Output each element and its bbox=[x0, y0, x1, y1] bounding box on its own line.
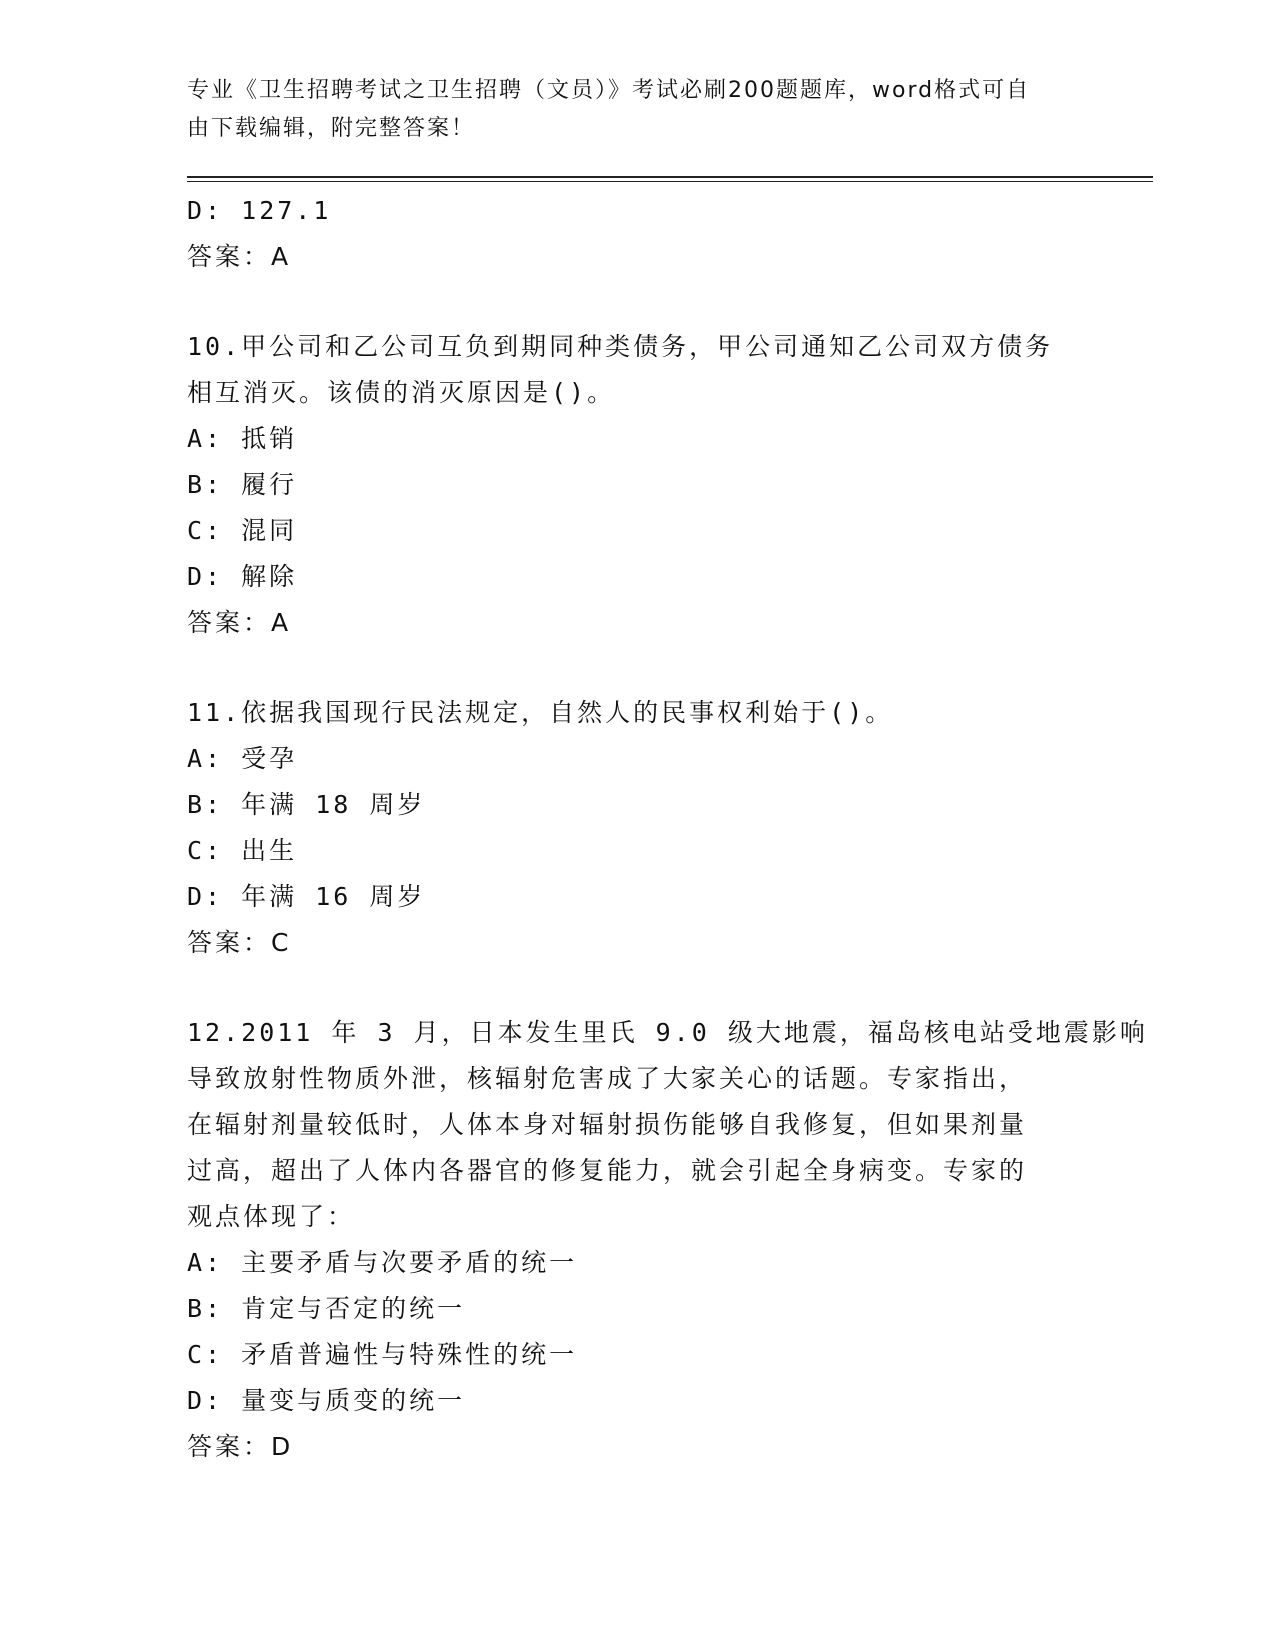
question-content bbox=[187, 188, 1148, 1470]
spacer bbox=[187, 966, 1087, 1010]
question-11 bbox=[187, 690, 1087, 966]
option-c: C: 出生 bbox=[187, 836, 298, 865]
header-divider-thick bbox=[187, 176, 1153, 178]
document-header bbox=[187, 72, 1067, 148]
option-b: B: 肯定与否定的统一 bbox=[187, 1294, 466, 1323]
answer-line: 答案：A bbox=[187, 242, 292, 271]
option-d: D: 年满 16 周岁 bbox=[187, 882, 426, 911]
spacer bbox=[187, 280, 1087, 324]
answer-line: 答案：C bbox=[187, 928, 292, 957]
option-b: B: 年满 18 周岁 bbox=[187, 790, 426, 819]
option-b: B: 履行 bbox=[187, 470, 298, 499]
question-stem-line: 在辐射剂量较低时，人体本身对辐射损伤能够自我修复，但如果剂量 bbox=[187, 1110, 1028, 1139]
question-stem-line: 12.2011 年 3 月，日本发生里氏 9.0 级大地震，福岛核电站受地震影响 bbox=[187, 1018, 1148, 1047]
question-9-fragment bbox=[187, 188, 1087, 280]
option-a: A: 受孕 bbox=[187, 744, 298, 773]
option-d: D: 127.1 bbox=[187, 196, 332, 225]
spacer bbox=[187, 646, 1087, 690]
question-stem-line: 观点体现了： bbox=[187, 1202, 356, 1231]
question-12 bbox=[187, 1010, 1148, 1470]
option-c: C: 矛盾普遍性与特殊性的统一 bbox=[187, 1340, 578, 1369]
question-stem-line: 过高，超出了人体内各器官的修复能力，就会引起全身病变。专家的 bbox=[187, 1156, 1028, 1185]
question-stem-line: 11.依据我国现行民法规定，自然人的民事权利始于()。 bbox=[187, 698, 894, 727]
question-stem-line: 10.甲公司和乙公司互负到期同种类债务，甲公司通知乙公司双方债务 bbox=[187, 332, 1054, 361]
answer-line: 答案：D bbox=[187, 1432, 294, 1461]
option-a: A: 主要矛盾与次要矛盾的统一 bbox=[187, 1248, 578, 1277]
answer-line: 答案：A bbox=[187, 608, 292, 637]
option-a: A: 抵销 bbox=[187, 424, 298, 453]
option-d: D: 量变与质变的统一 bbox=[187, 1386, 466, 1415]
header-line-1: 专业《卫生招聘考试之卫生招聘（文员）》考试必刷200题题库，word格式可自 bbox=[187, 78, 1031, 103]
question-10 bbox=[187, 324, 1087, 646]
question-stem-line: 相互消灭。该债的消灭原因是()。 bbox=[187, 378, 616, 407]
option-d: D: 解除 bbox=[187, 562, 298, 591]
header-line-2: 由下载编辑，附完整答案！ bbox=[187, 116, 476, 141]
option-c: C: 混同 bbox=[187, 516, 298, 545]
question-stem-line: 导致放射性物质外泄，核辐射危害成了大家关心的话题。专家指出， bbox=[187, 1064, 1028, 1093]
header-divider-thin bbox=[187, 181, 1153, 182]
